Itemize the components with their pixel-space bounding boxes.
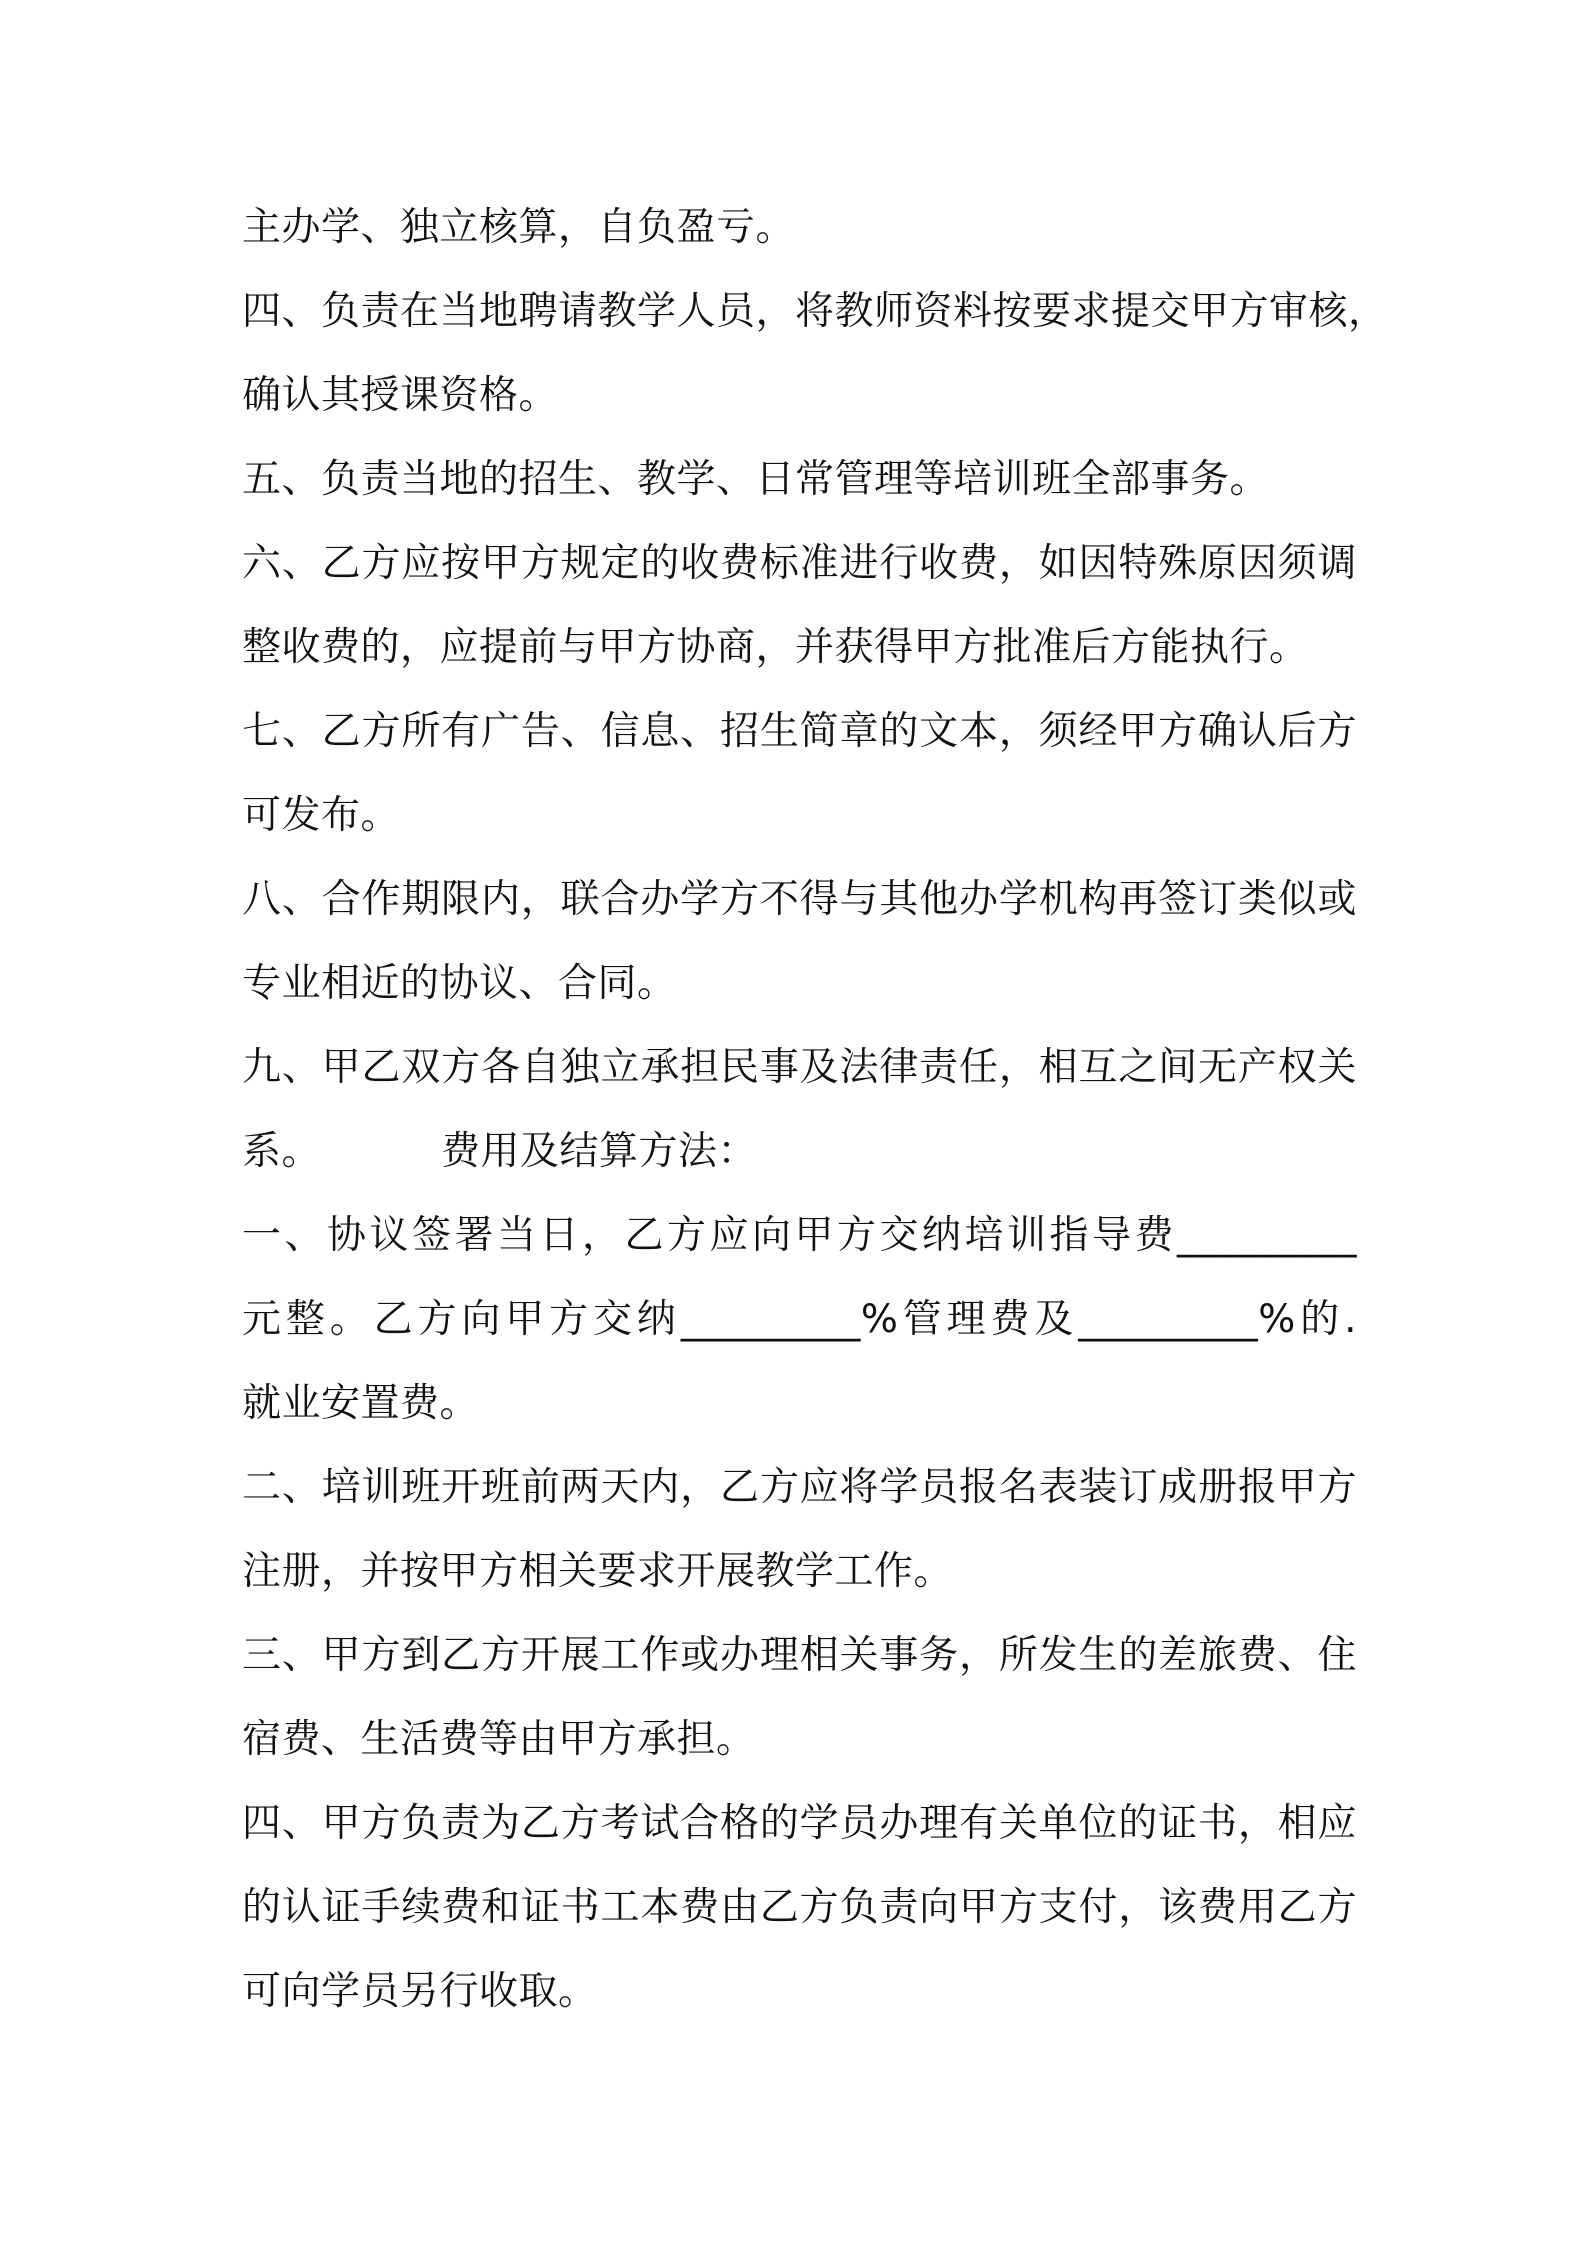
paragraph-line: 确认其授课资格。 bbox=[242, 373, 559, 418]
paragraph-line: 七、乙方所有广告、信息、招生简章的文本，须经甲方确认后方 bbox=[242, 709, 1357, 754]
paragraph-line: 八、合作期限内，联合办学方不得与其他办学机构再签订类似或 bbox=[242, 877, 1357, 922]
paragraph-line: 元整。乙方向甲方交纳_________%管理费及_________%的. bbox=[242, 1297, 1357, 1342]
paragraph-line: 三、甲方到乙方开展工作或办理相关事务，所发生的差旅费、住 bbox=[242, 1633, 1357, 1678]
paragraph-line: 就业安置费。 bbox=[242, 1381, 480, 1426]
paragraph-line: 专业相近的协议、合同。 bbox=[242, 961, 677, 1006]
document-body bbox=[242, 186, 1388, 2034]
paragraph-line: 四、甲方负责为乙方考试合格的学员办理有关单位的证书，相应 bbox=[242, 1801, 1357, 1846]
paragraph-line: 五、负责当地的招生、教学、日常管理等培训班全部事务。 bbox=[242, 457, 1270, 502]
paragraph-line: 二、培训班开班前两天内，乙方应将学员报名表装订成册报甲方 bbox=[242, 1465, 1357, 1510]
paragraph-line: 一、协议签署当日，乙方应向甲方交纳培训指导费_________ bbox=[242, 1213, 1357, 1258]
paragraph-line: 主办学、独立核算，自负盈亏。 bbox=[242, 205, 796, 250]
paragraph-line: 九、甲乙双方各自独立承担民事及法律责任，相互之间无产权关 bbox=[242, 1045, 1357, 1090]
paragraph-line: 系。 bbox=[242, 1129, 322, 1174]
paragraph-line: 的认证手续费和证书工本费由乙方负责向甲方支付，该费用乙方 bbox=[242, 1885, 1357, 1930]
paragraph-line: 四、负责在当地聘请教学人员，将教师资料按要求提交甲方审核， bbox=[242, 289, 1388, 334]
paragraph-line: 注册，并按甲方相关要求开展教学工作。 bbox=[242, 1549, 954, 1594]
paragraph-line: 可发布。 bbox=[242, 793, 401, 838]
paragraph-line-with-heading bbox=[242, 1110, 1357, 1194]
paragraph-line: 宿费、生活费等由甲方承担。 bbox=[242, 1717, 756, 1762]
paragraph-line: 整收费的，应提前与甲方协商，并获得甲方批准后方能执行。 bbox=[242, 625, 1309, 670]
section-heading: 费用及结算方法： bbox=[441, 1129, 758, 1174]
paragraph-line: 可向学员另行收取。 bbox=[242, 1969, 598, 2014]
paragraph-line: 六、乙方应按甲方规定的收费标准进行收费，如因特殊原因须调 bbox=[242, 541, 1357, 586]
